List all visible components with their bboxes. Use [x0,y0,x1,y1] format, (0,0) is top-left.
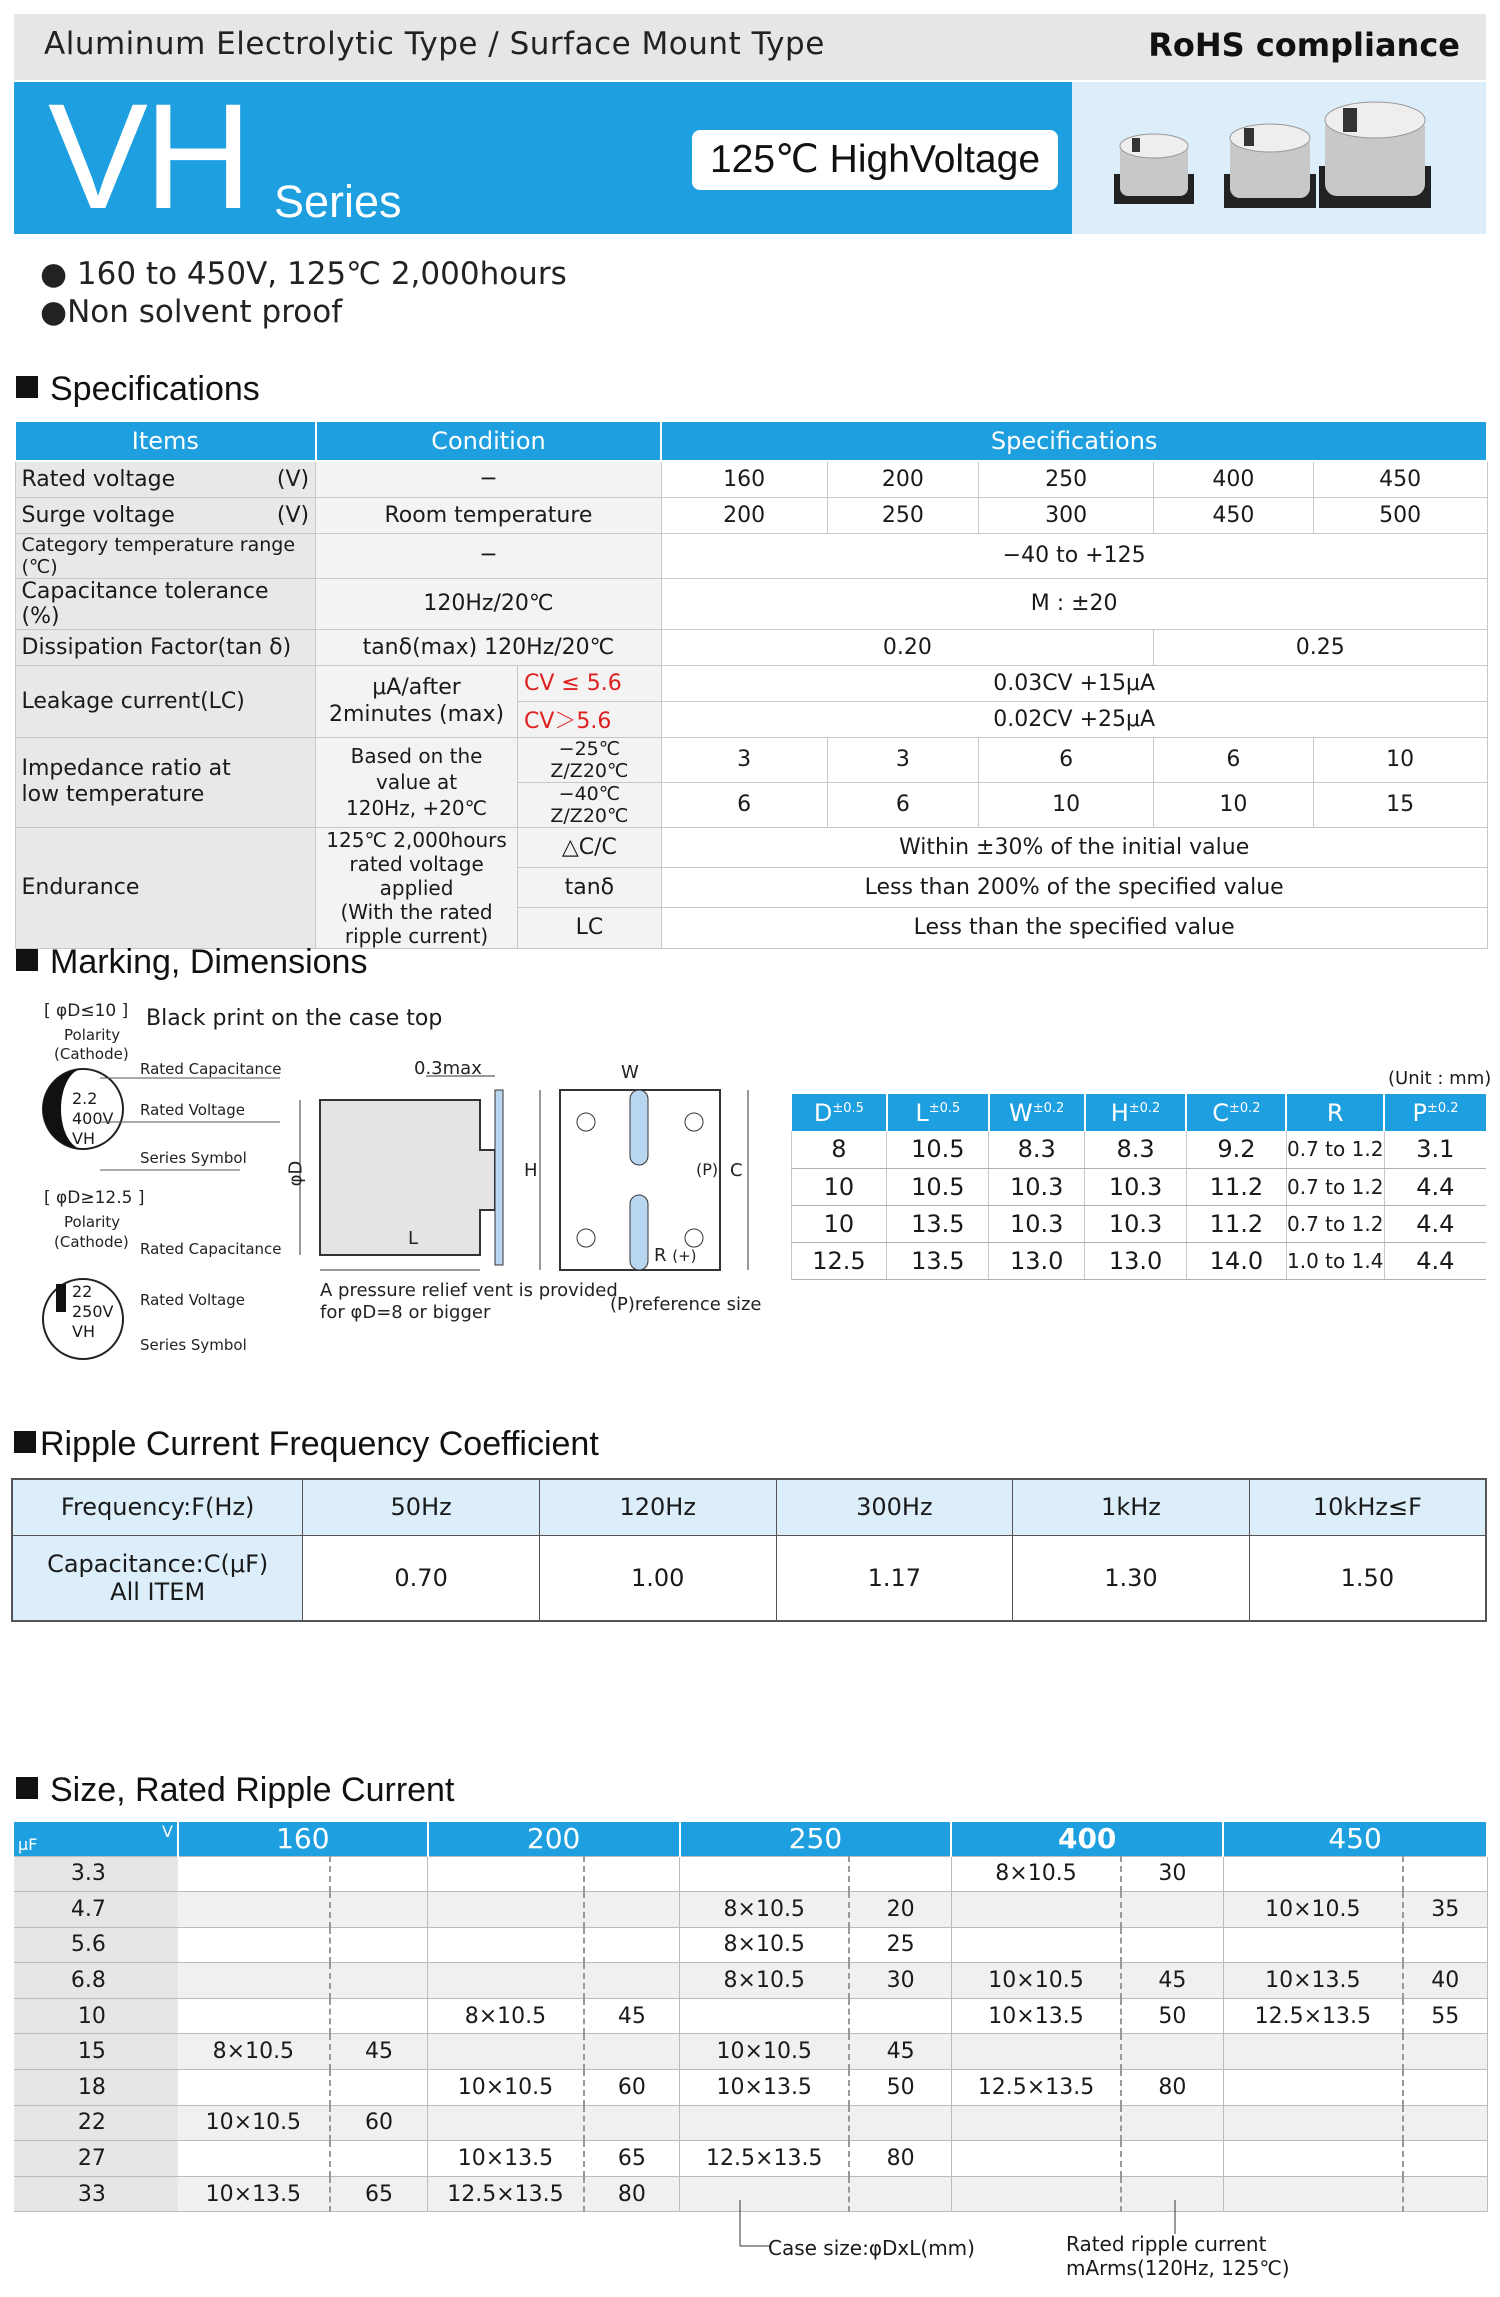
cell: 6 [661,782,827,827]
cell: ─ [316,461,662,497]
ripple-current-cell [1403,1856,1487,1892]
case-size-cell [178,1963,330,1999]
cell: 4.4 [1384,1168,1486,1205]
feature-2: ●Non solvent proof [40,294,343,330]
rated-cap-callout: Rated Capacitance [140,1240,282,1258]
ripple-current-cell: 45 [584,1998,680,2034]
row-leakage-1 [15,665,1487,701]
cell: −25℃ Z/Z20℃ [517,737,661,782]
small-case-print: 2.2 400V VH [72,1089,114,1148]
case-size-cell: 10×13.5 [680,2070,850,2106]
col-p: $P^{\pm 0.2}$ [1384,1094,1486,1131]
cell: 200 [827,461,979,497]
cell: 10 [791,1205,887,1242]
table-row [14,2070,1487,2106]
cell: 1.30 [1013,1535,1250,1621]
cell: 0.03CV +15μA [661,665,1487,701]
ripple-current-cell [1403,1927,1487,1963]
case-size-cell: 8×10.5 [680,1892,850,1928]
case-size-cell: 10×10.5 [428,2070,584,2106]
rated-cap-callout: Rated Capacitance [140,1060,282,1078]
cell: 10 [791,1168,887,1205]
ripple-current-cell: 25 [849,1927,951,1963]
ripple-current-cell [584,2034,680,2070]
cell: 300Hz [776,1479,1013,1535]
unit-label: (Unit : mm) [1388,1068,1492,1089]
surge-voltage-label: Surge voltage (V) [15,497,316,533]
col-160v: 160 [178,1822,428,1856]
series-code: VH [48,72,249,240]
ripple-current-cell [1121,2034,1223,2070]
case-size-cell [428,1927,584,1963]
case-size-cell [680,1856,850,1892]
dissipation-label: Dissipation Factor(tan δ) [15,629,316,665]
ripple-current-cell: 60 [584,2070,680,2106]
col-250v: 250 [680,1822,952,1856]
cell: △C/C [517,827,661,867]
cell: 0.7 to 1.2 [1286,1131,1384,1168]
cell: 300 [979,497,1154,533]
cell: ─ [316,533,662,578]
cell: Room temperature [316,497,662,533]
endurance-label: Endurance [15,827,316,948]
capacitor-large-image [1315,96,1435,214]
cell: −40℃ Z/Z20℃ [517,782,661,827]
ripple-current-cell [330,2070,428,2106]
cell: 500 [1313,497,1487,533]
cathode-label: (Cathode) [54,1233,129,1251]
cell: 1.00 [539,1535,776,1621]
col-c: $C^{\pm 0.2}$ [1186,1094,1286,1131]
table-row [791,1131,1486,1168]
case-size-cell [428,1892,584,1928]
capacitance-label: Capacitance:C(μF) All ITEM [12,1535,303,1621]
ripple-current-cell [584,2105,680,2141]
cell: 8.3 [1085,1131,1187,1168]
ripple-current-cell: 80 [849,2141,951,2177]
ripple-legend: Rated ripple current mArms(120Hz, 125℃) [1066,2232,1290,2280]
case-size-cell: 8×10.5 [680,1927,850,1963]
h-dimension-label: H [524,1160,538,1181]
ripple-current-cell: 30 [1121,1856,1223,1892]
cell: 6 [979,737,1154,782]
case-size-cell: 8×10.5 [680,1963,850,1999]
case-size-cell: 8×10.5 [951,1856,1121,1892]
case-size-cell: 10×13.5 [428,2141,584,2177]
polarity-label: Polarity [64,1213,121,1231]
leakage-label: Leakage current(LC) [15,665,316,737]
table-row [14,2034,1487,2070]
series-word: Series [274,176,402,227]
cell: 120Hz/20℃ [316,578,662,629]
case-size-cell [1223,1927,1403,1963]
ripple-current-cell [849,1998,951,2034]
ripple-current-cell: 50 [1121,1998,1223,2034]
case-size-cell [178,1892,330,1928]
large-size-label: [ φD≥12.5 ] [44,1188,145,1208]
case-size-cell: 12.5×13.5 [1223,1998,1403,2034]
case-size-cell: 12.5×13.5 [680,2141,850,2177]
cell: 0.20 [661,629,1153,665]
row-category-temp [15,533,1487,578]
cell: LC [517,908,661,948]
row-dissipation [15,629,1487,665]
case-size-cell: 10×10.5 [178,2105,330,2141]
case-size-cell: 8×10.5 [428,1998,584,2034]
case-size-cell [951,2034,1121,2070]
rated-volt-callout: Rated Voltage [140,1101,245,1119]
cell: 250 [979,461,1154,497]
cell: 1.17 [776,1535,1013,1621]
cell: 3 [661,737,827,782]
p-dimension-label: (P) [696,1160,719,1179]
cell: 10.3 [989,1205,1085,1242]
col-d: $D^{\pm 0.5}$ [791,1094,887,1131]
ripple-current-cell [1121,1892,1223,1928]
high-voltage-badge: 125℃ HighVoltage [692,130,1058,190]
capacitance-cell: 33 [14,2176,178,2212]
ripple-current-cell: 45 [330,2034,428,2070]
table-row [791,1242,1486,1279]
case-size-cell: 8×10.5 [178,2034,330,2070]
case-size-cell: 10×10.5 [951,1963,1121,1999]
impedance-label: Impedance ratio at low temperature [15,737,316,827]
case-size-cell: 12.5×13.5 [951,2070,1121,2106]
ripple-current-cell [330,1892,428,1928]
case-size-cell [428,2034,584,2070]
cell: 15 [1313,782,1487,827]
case-size-cell [680,2105,850,2141]
cell: 10.5 [887,1168,989,1205]
ripple-current-cell: 65 [584,2141,680,2177]
cell: CV ≤ 5.6 [517,665,661,701]
ripple-current-cell [1403,2141,1487,2177]
w-dimension-label: W [621,1062,639,1083]
cell: 200 [661,497,827,533]
cell: 0.7 to 1.2 [1286,1205,1384,1242]
case-size-cell: 10×13.5 [178,2176,330,2212]
ripple-current-cell [330,1963,428,1999]
ripple-coefficient-table [11,1478,1487,1622]
case-size-cell: 10×10.5 [1223,1892,1403,1928]
cell: 3.1 [1384,1131,1486,1168]
capacitance-cell: 6.8 [14,1963,178,1999]
table-row [791,1205,1486,1242]
ripple-current-cell: 40 [1403,1963,1487,1999]
dimensions-table [790,1094,1486,1280]
cell: 160 [661,461,827,497]
ripple-current-cell: 45 [1121,1963,1223,1999]
vent-note-2: for φD=8 or bigger [320,1302,491,1323]
capacitance-cell: 22 [14,2105,178,2141]
ripple-current-cell: 50 [849,2070,951,2106]
cell: 1.0 to 1.4 [1286,1242,1384,1279]
ripple-current-cell: 60 [330,2105,428,2141]
large-case-print: 22 250V VH [72,1282,114,1341]
case-size-cell [178,1927,330,1963]
ripple-current-cell [1121,1927,1223,1963]
ripple-current-cell [330,1856,428,1892]
feature-1: ● 160 to 450V, 125℃ 2,000hours [40,256,567,292]
col-items: Items [15,421,316,461]
cell: 3 [827,737,979,782]
cell: 0.70 [303,1535,540,1621]
case-size-cell [1223,2034,1403,2070]
ripple-current-cell [330,1998,428,2034]
cathode-label: (Cathode) [54,1045,129,1063]
cell: 12.5 [791,1242,887,1279]
cell: 0.25 [1154,629,1488,665]
col-200v: 200 [428,1822,680,1856]
ripple-current-cell: 65 [330,2176,428,2212]
ripple-current-cell [584,1892,680,1928]
r-dimension-label: R (+) [654,1245,697,1266]
case-size-cell [178,1856,330,1892]
row-cap-tolerance [15,578,1487,629]
cell: CV＞5.6 [517,701,661,737]
case-size-cell [951,1927,1121,1963]
size-ripple-heading: Size, Rated Ripple Current [16,1771,454,1810]
c-dimension-label: C [730,1160,743,1181]
corner-cell: μF V [14,1822,178,1856]
ripple-coefficient-heading: Ripple Current Frequency Coefficient [14,1425,599,1464]
table-row [14,1892,1487,1928]
ripple-current-cell: 80 [1121,2070,1223,2106]
cell: 13.5 [887,1242,989,1279]
marking-dimensions-heading: Marking, Dimensions [16,943,367,982]
case-size-cell [428,2105,584,2141]
capacitance-cell: 27 [14,2141,178,2177]
specifications-heading: Specifications [16,370,260,409]
cell: Less than 200% of the specified value [661,867,1487,907]
ripple-current-cell [1121,2105,1223,2141]
cell: 250 [827,497,979,533]
cell: 10.3 [1085,1205,1187,1242]
case-size-cell [1223,2105,1403,2141]
side-view-drawing [280,1060,530,1280]
ripple-current-cell [849,2105,951,2141]
cap-tolerance-label: Capacitance tolerance (%) [15,578,316,629]
ripple-current-cell [330,1927,428,1963]
col-h: $H^{\pm 0.2}$ [1085,1094,1187,1131]
capacitance-cell: 5.6 [14,1927,178,1963]
table-row [14,1998,1487,2034]
series-symbol-callout: Series Symbol [140,1336,247,1354]
capacitance-cell: 15 [14,2034,178,2070]
cell: tanδ [517,867,661,907]
rated-volt-callout: Rated Voltage [140,1291,245,1309]
table-row [14,1963,1487,1999]
cell: 10.5 [887,1131,989,1168]
product-type-title: Aluminum Electrolytic Type / Surface Mount Type [44,26,825,62]
size-ripple-table [14,1822,1488,2212]
cell: 1kHz [1013,1479,1250,1535]
case-size-cell: 10×13.5 [951,1998,1121,2034]
rohs-label: RoHS compliance [1148,26,1460,64]
series-symbol-callout: Series Symbol [140,1149,247,1167]
cell: 10 [979,782,1154,827]
cell: 11.2 [1186,1205,1286,1242]
ripple-current-cell [330,2141,428,2177]
cell: 14.0 [1186,1242,1286,1279]
specifications-table [14,420,1488,949]
max-label: 0.3max [414,1058,482,1079]
table-row [14,1856,1487,1892]
cell: Less than the specified value [661,908,1487,948]
col-specifications: Specifications [661,421,1487,461]
cell: Within ±30% of the initial value [661,827,1487,867]
cell: 10 [1154,782,1314,827]
cell: 13.0 [989,1242,1085,1279]
capacitance-cell: 3.3 [14,1856,178,1892]
cell: 6 [1154,737,1314,782]
capacitance-cell: 4.7 [14,1892,178,1928]
ripple-current-cell: 80 [584,2176,680,2212]
case-size-cell [1223,1856,1403,1892]
capacitance-cell: 18 [14,2070,178,2106]
ripple-current-cell: 35 [1403,1892,1487,1928]
case-size-cell: 10×13.5 [1223,1963,1403,1999]
cell: 6 [827,782,979,827]
cell: 400 [1154,461,1314,497]
cell: 11.2 [1186,1168,1286,1205]
case-size-cell [951,2105,1121,2141]
cell: 13.5 [887,1205,989,1242]
case-size-cell [1223,2176,1403,2212]
cell: 0.7 to 1.2 [1286,1168,1384,1205]
cell: 9.2 [1186,1131,1286,1168]
capacitance-cell: 10 [14,1998,178,2034]
case-size-cell [680,1998,850,2034]
leakage-condition: μA/after 2minutes (max) [316,665,518,737]
table-row [14,1927,1487,1963]
ripple-current-cell: 30 [849,1963,951,1999]
cell: 10 [1313,737,1487,782]
cell: 0.02CV +25μA [661,701,1487,737]
size-ripple-body [14,1856,1487,2212]
print-note: Black print on the case top [146,1006,443,1031]
case-size-cell [178,2070,330,2106]
case-size-cell [178,1998,330,2034]
ripple-current-cell [1403,2034,1487,2070]
reference-note: (P)reference size [610,1294,762,1315]
cell: 8.3 [989,1131,1085,1168]
ripple-current-cell [1403,2105,1487,2141]
small-callout-lines [100,1074,280,1174]
case-size-cell: 12.5×13.5 [428,2176,584,2212]
col-r: R [1286,1094,1384,1131]
cell: 8 [791,1131,887,1168]
cell: 1.50 [1249,1535,1486,1621]
vent-note: A pressure relief vent is provided [320,1280,618,1301]
ripple-current-cell [584,1856,680,1892]
case-size-cell [428,1856,584,1892]
cell: 50Hz [303,1479,540,1535]
capacitor-medium-image [1220,118,1320,212]
ripple-current-cell [584,1963,680,1999]
col-450v: 450 [1223,1822,1487,1856]
cell: 10.3 [989,1168,1085,1205]
bottom-view-drawing [530,1080,760,1280]
cell: 450 [1154,497,1314,533]
ripple-current-cell: 55 [1403,1998,1487,2034]
cell: 450 [1313,461,1487,497]
case-size-cell [1223,2141,1403,2177]
row-rated-voltage [15,461,1487,497]
ripple-current-cell [1121,2141,1223,2177]
table-row [14,2105,1487,2141]
row-surge-voltage [15,497,1487,533]
cell: 120Hz [539,1479,776,1535]
col-400v: 400 [951,1822,1223,1856]
ripple-current-cell: 20 [849,1892,951,1928]
l-dimension-label: L [408,1228,419,1249]
row-endurance-1 [15,827,1487,867]
ripple-current-cell [1403,2176,1487,2212]
case-size-cell [951,2141,1121,2177]
cell: 13.0 [1085,1242,1187,1279]
d-dimension-label: φD [285,1160,307,1187]
capacitor-small-image [1110,130,1200,210]
small-size-label: [ φD≤10 ] [44,1001,129,1021]
frequency-label: Frequency:F(Hz) [12,1479,303,1535]
cell: 4.4 [1384,1205,1486,1242]
case-size-cell: 10×10.5 [680,2034,850,2070]
table-row [14,2141,1487,2177]
polarity-label: Polarity [64,1026,121,1044]
cell: 10kHz≤F [1249,1479,1486,1535]
cell: M : ±20 [661,578,1487,629]
rated-voltage-label: Rated voltage (V) [15,461,316,497]
cell: 4.4 [1384,1242,1486,1279]
case-size-cell [178,2141,330,2177]
row-impedance-1 [15,737,1487,782]
ripple-current-cell [584,1927,680,1963]
cell: tanδ(max) 120Hz/20℃ [316,629,662,665]
case-size-legend: Case size:φDxL(mm) [768,2236,975,2260]
impedance-condition: Based on the value at 120Hz, +20℃ [316,737,518,827]
category-temp-label: Category temperature range (℃) [15,533,316,578]
col-condition: Condition [316,421,662,461]
col-l: $L^{\pm 0.5}$ [887,1094,989,1131]
ripple-current-cell: 45 [849,2034,951,2070]
case-size-cell [951,1892,1121,1928]
case-size-cell [428,1963,584,1999]
endurance-condition: 125℃ 2,000hours rated voltage applied (With the rated ripple current) [316,827,518,948]
ripple-current-cell [1403,2070,1487,2106]
case-size-cell [1223,2070,1403,2106]
cell: 10.3 [1085,1168,1187,1205]
col-w: $W^{\pm 0.2}$ [989,1094,1085,1131]
table-row [791,1168,1486,1205]
cell: −40 to +125 [661,533,1487,578]
ripple-current-cell [849,1856,951,1892]
